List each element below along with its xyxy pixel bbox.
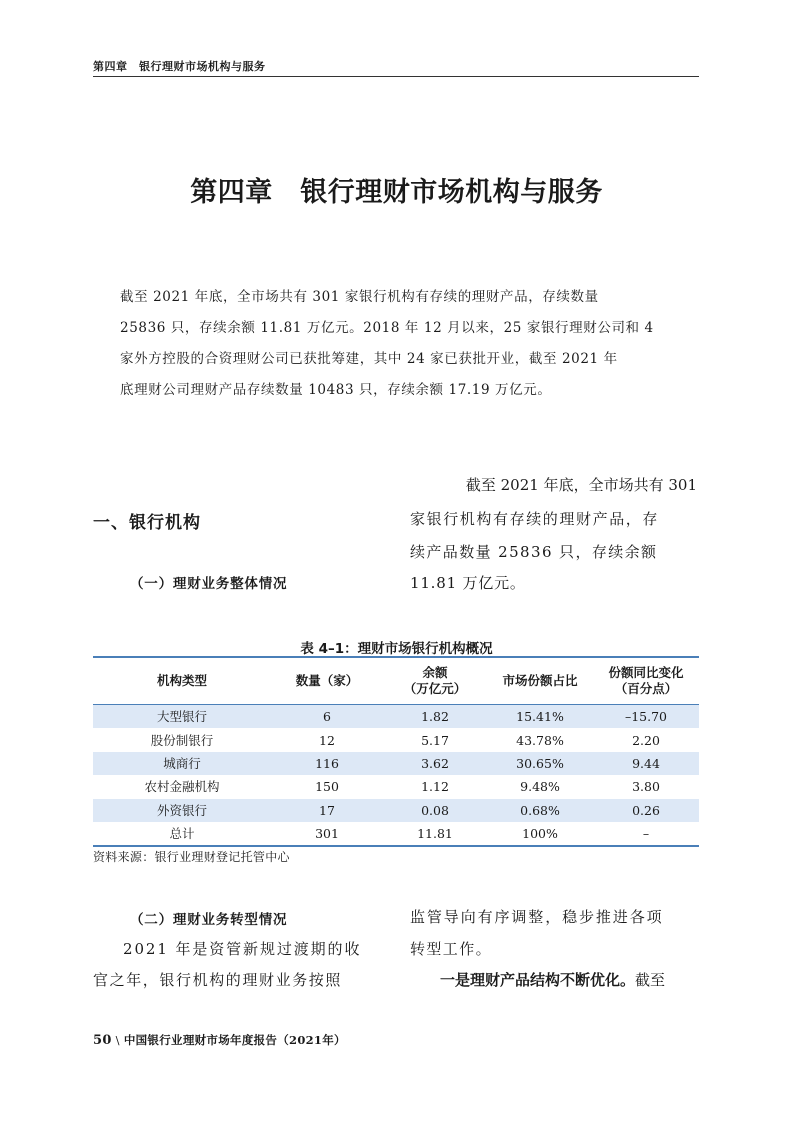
table-cell: 0.08 <box>383 799 487 822</box>
table-cell: 3.80 <box>632 779 660 795</box>
callout-line: 续产品数量 25836 只，存续余额 <box>410 543 658 561</box>
header-rule <box>93 76 699 77</box>
header-label: 数量（家） <box>295 673 359 688</box>
body-line: 官之年，银行机构的理财业务按照 <box>93 971 343 989</box>
header-label: 份额同比变化 <box>608 665 684 680</box>
column-header <box>383 657 487 705</box>
table-row-total <box>93 822 699 846</box>
table-cell: 0.68% <box>487 799 593 822</box>
callout-line: 家银行机构有存续的理财产品，存 <box>410 510 660 528</box>
table-source: 资料来源：银行业理财登记托管中心 <box>93 850 290 864</box>
body-line: 转型工作。 <box>410 940 493 958</box>
column-header <box>93 657 271 705</box>
header-sublabel: （万亿元） <box>403 681 467 696</box>
table-cell: –15.70 <box>593 705 699 729</box>
table-cell: 9.48% <box>520 779 560 795</box>
table-cell: 12 <box>319 732 335 748</box>
table-cell: 30.65% <box>487 752 593 775</box>
table-cell: 外资银行 <box>93 799 271 822</box>
table-cell: 农村金融机构 <box>144 779 220 795</box>
footer-report-title: 中国银行业理财市场年度报告（2021年） <box>123 1033 346 1047</box>
chapter-title: 第四章 银行理财市场机构与服务 <box>190 177 603 208</box>
column-header <box>487 657 593 705</box>
table-cell: 43.78% <box>516 732 564 748</box>
body-text: 截至 <box>635 971 666 989</box>
table-cell: 15.41% <box>487 705 593 729</box>
table-cell: 大型银行 <box>93 705 271 729</box>
callout-line: 11.81 万亿元。 <box>410 574 526 592</box>
running-header: 第四章 银行理财市场机构与服务 <box>93 60 266 73</box>
table-cell: 3.62 <box>383 752 487 775</box>
page-number: 50 <box>93 1033 112 1048</box>
table-cell: 301 <box>271 822 383 846</box>
column-header <box>271 657 383 705</box>
subsection-title: （二）理财业务转型情况 <box>130 912 288 928</box>
footer-separator: \ <box>115 1033 120 1047</box>
table-cell: 116 <box>271 752 383 775</box>
table-row <box>93 799 699 822</box>
table-row <box>93 705 699 729</box>
table-caption: 表 4–1：理财市场银行机构概况 <box>300 641 493 657</box>
callout-line: 截至 2021 年底，全市场共有 301 <box>465 476 697 494</box>
table-cell: 总计 <box>93 822 271 846</box>
table-row <box>93 728 699 751</box>
data-table <box>93 656 699 847</box>
subsection-title: （一）理财业务整体情况 <box>130 576 288 592</box>
section-title: 一、银行机构 <box>93 513 201 533</box>
table-cell: 2.20 <box>632 732 660 748</box>
header-label: 市场份额占比 <box>502 673 578 688</box>
table-cell: 股份制银行 <box>150 732 214 748</box>
summary-line: 25836 只，存续余额 11.81 万亿元。2018 年 12 月以来，25 家银行理财公司和 4 <box>120 320 654 336</box>
table-cell: 17 <box>271 799 383 822</box>
summary-line: 家外方控股的合资理财公司已获批筹建，其中 24 家已获批开业，截至 2021 年 <box>120 351 618 367</box>
header-label: 余额 <box>422 665 448 680</box>
table-cell: 1.12 <box>421 779 449 795</box>
table-cell: 城商行 <box>93 752 271 775</box>
table-cell: 5.17 <box>421 732 449 748</box>
table-cell: 11.81 <box>383 822 487 846</box>
table-cell: – <box>593 822 699 846</box>
emphasis-text: 一是理财产品结构不断优化。 <box>440 971 636 989</box>
table-cell: 0.26 <box>593 799 699 822</box>
table-row <box>93 752 699 775</box>
summary-line: 截至 2021 年底，全市场共有 301 家银行机构有存续的理财产品，存续数量 <box>120 289 599 305</box>
body-line <box>410 969 697 990</box>
header-sublabel: （百分点） <box>614 681 678 696</box>
table-row <box>93 775 699 798</box>
table-cell: 9.44 <box>593 752 699 775</box>
table-cell: 100% <box>487 822 593 846</box>
body-line: 2021 年是资管新规过渡期的收 <box>123 940 362 958</box>
page-footer <box>93 1032 346 1048</box>
column-header <box>593 657 699 705</box>
table-cell: 1.82 <box>383 705 487 729</box>
table-cell: 150 <box>315 779 339 795</box>
summary-line: 底理财公司理财产品存续数量 10483 只，存续余额 17.19 万亿元。 <box>120 382 552 398</box>
body-line: 监管导向有序调整，稳步推进各项 <box>410 908 664 926</box>
table-header-row <box>93 657 699 705</box>
header-label: 机构类型 <box>156 673 207 688</box>
table-cell: 6 <box>271 705 383 729</box>
